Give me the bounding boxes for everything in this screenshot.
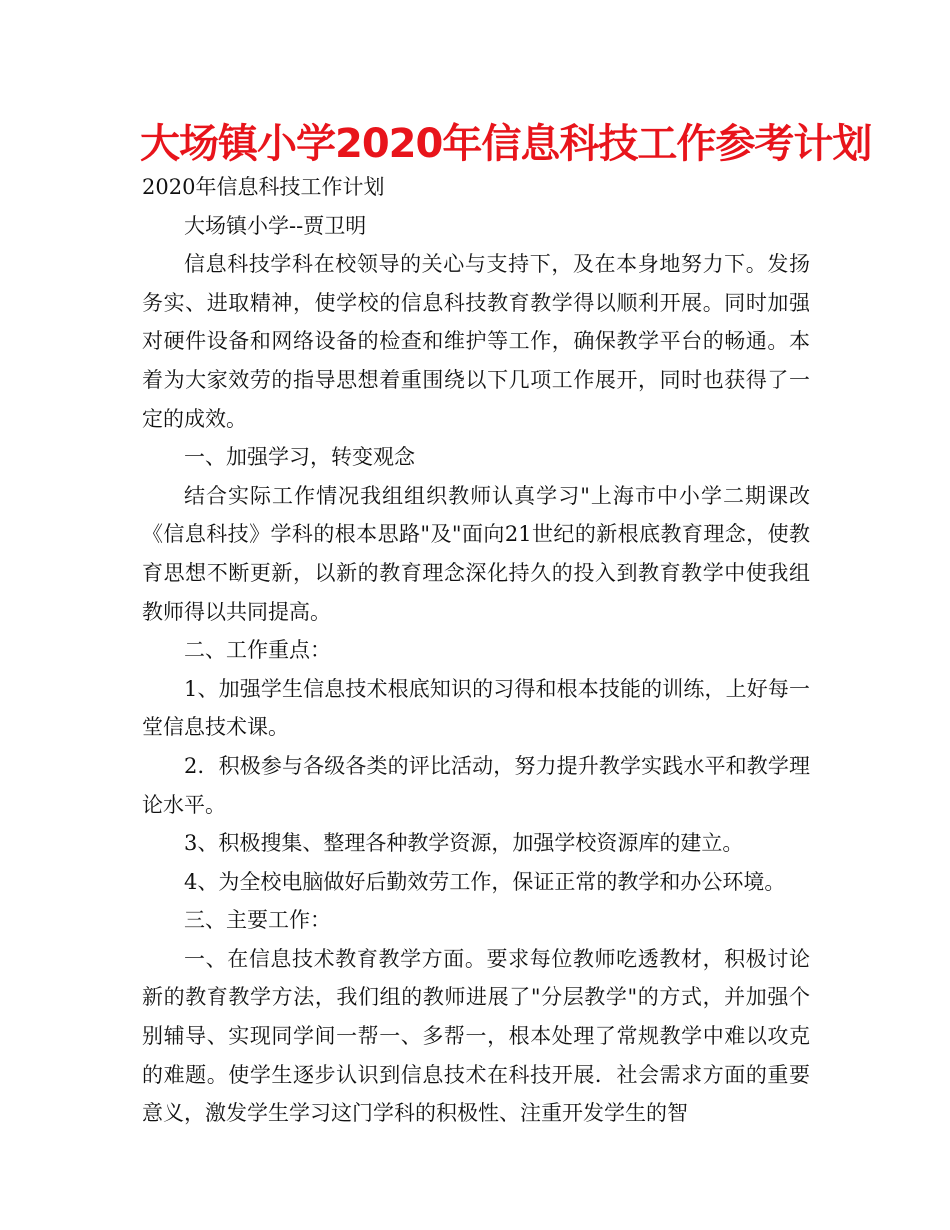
list-item: 4、为全校电脑做好后勤效劳工作，保证正常的教学和办公环境。 <box>184 869 786 894</box>
paragraph-teaching: 一、在信息技术教育教学方面。要求每位教师吃透教材，积极讨论新的教育教学方法，我们组的教师进展了"分层教学"的方式，并加强个别辅导、实现同学间一帮一、多帮一，根本处理了常规教学中难以攻克的难题。使学生逐步认识到信息技术在科技开展．社会需求方面的重要意义，激发学生学习这门学科的积极性、注重开发学生的智 <box>142 946 810 1126</box>
section-heading-3: 三、主要工作： <box>184 908 331 933</box>
document-body <box>142 168 810 1133</box>
section-heading-2: 二、工作重点： <box>184 638 331 663</box>
paragraph-study: 结合实际工作情况我组组织教师认真学习"上海市中小学二期课改《信息科技》学科的根本思路"及"面向21世纪的新根底教育理念，使教育思想不断更新，以新的教育理念深化持久的投入到教育教学中使我组教师得以共同提高。 <box>142 483 810 624</box>
list-item: 2．积极参与各级各类的评比活动，努力提升教学实践水平和教学理论水平。 <box>142 753 810 817</box>
section-heading-1: 一、加强学习，转变观念 <box>184 445 415 470</box>
document-subtitle: 2020年信息科技工作计划 <box>142 175 385 199</box>
paragraph-intro: 信息科技学科在校领导的关心与支持下，及在本身地努力下。发扬务实、进取精神，使学校的信息科技教育教学得以顺利开展。同时加强对硬件设备和网络设备的检查和维护等工作，确保教学平台的畅通。本着为大家效劳的指导思想着重围绕以下几项工作展开，同时也获得了一定的成效。 <box>142 252 810 431</box>
list-item: 3、积极搜集、整理各种教学资源，加强学校资源库的建立。 <box>184 831 744 856</box>
list-item: 1、加强学生信息技术根底知识的习得和根本技能的训练，上好每一堂信息技术课。 <box>142 676 810 740</box>
author-line: 大场镇小学--贾卫明 <box>184 213 367 238</box>
document-title: 大场镇小学2020年信息科技工作参考计划 <box>140 121 872 167</box>
